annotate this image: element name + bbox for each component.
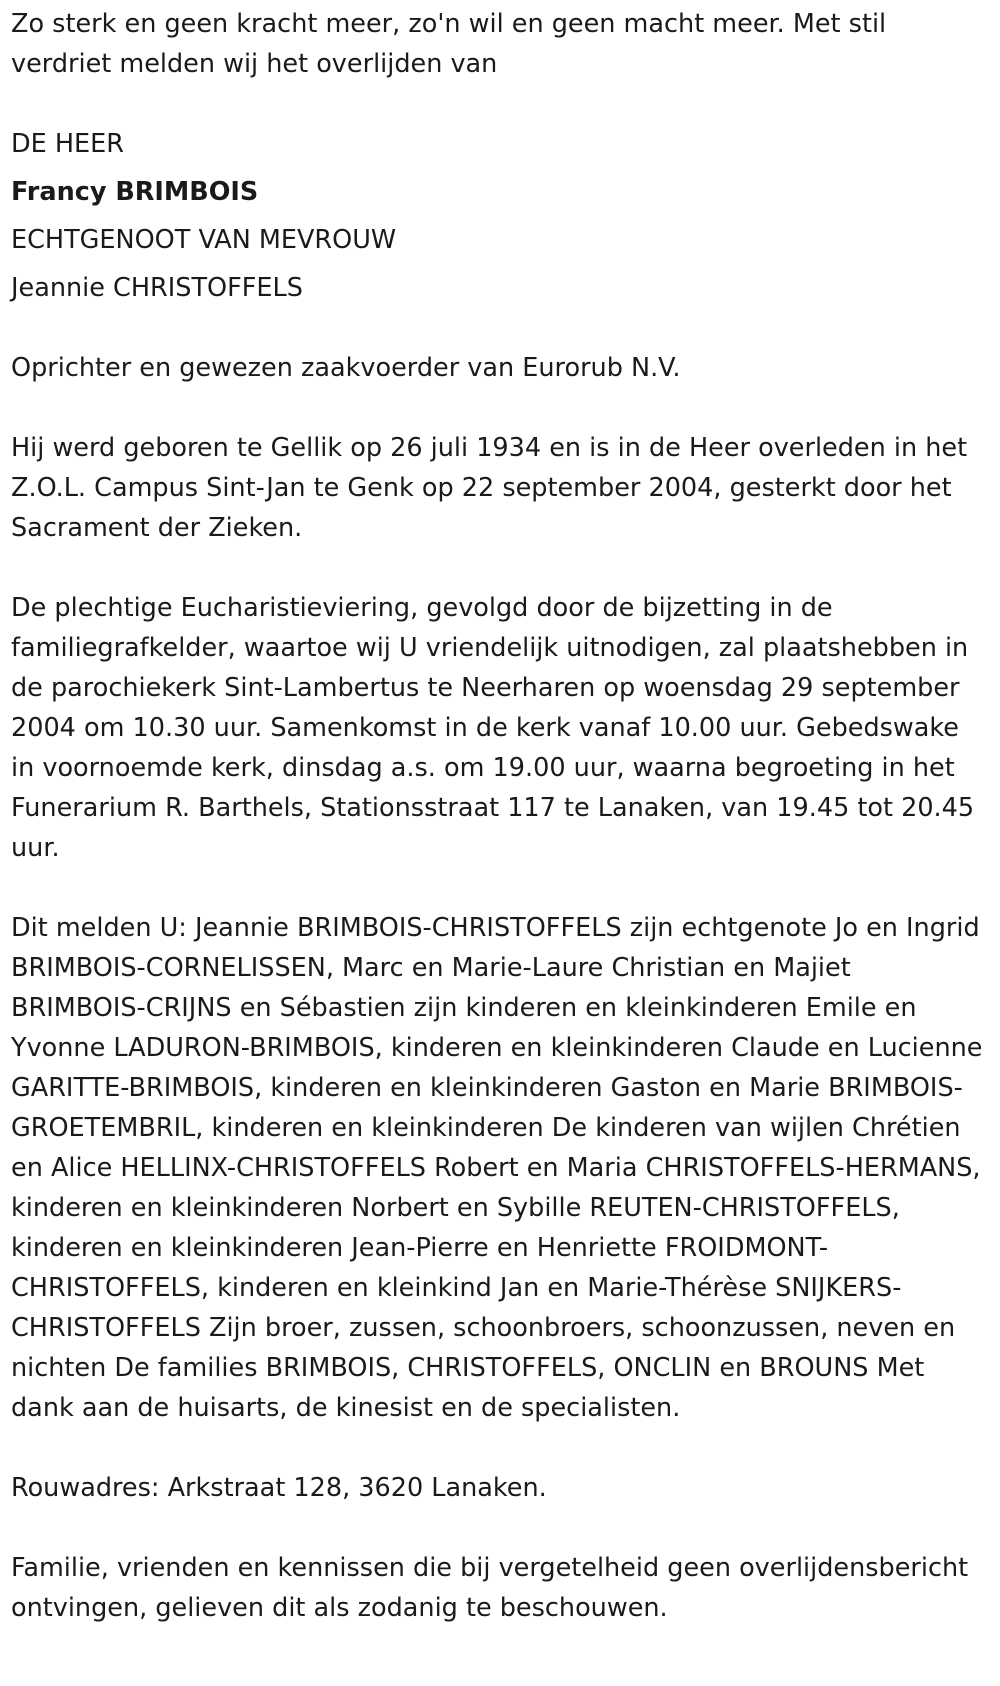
intro-paragraph: Zo sterk en geen kracht meer, zo'n wil en geen macht meer. Met stil verdriet melden wij het overlijden van	[11, 9, 887, 79]
family-paragraph: Dit melden U: Jeannie BRIMBOIS-CHRISTOFFELS zijn echtgenote Jo en Ingrid BRIMBOIS-CORNELISSEN, Marc en Marie-Laure Christian en Majiet BRIMBOIS-CRIJNS en Sébastien zijn kinderen en kleinkinderen Emile en Yvonne LADURON-BRIMBOIS, kinderen en kleinkinderen Claude en Lucienne GARITTE-BRIMBOIS, kinderen en kleinkinderen Gaston en Marie BRIMBOIS-GROETEMBRIL, kinderen en kleinkinderen De kinderen van wijlen Chrétien en Alice HELLINX-CHRISTOFFELS Robert en Maria CHRISTOFFELS-HERMANS, kinderen en kleinkinderen Norbert en Sybille REUTEN-CHRISTOFFELS, kinderen en kleinkinderen Jean-Pierre en Henriette FROIDMONT-CHRISTOFFELS, kinderen en kleinkind Jan en Marie-Thérèse SNIJKERS-CHRISTOFFELS Zijn broer, zussen, schoonbroers, schoonzussen, neven en nichten De families BRIMBOIS, CHRISTOFFELS, ONCLIN en BROUNS Met dank aan de huisarts, de kinesist en de specialisten.	[11, 913, 983, 1423]
title-line: DE HEER	[11, 129, 124, 159]
closing-paragraph: Familie, vrienden en kennissen die bij vergetelheid geen overlijdensbericht ontvingen, gelieven dit als zodanig te beschouwen.	[11, 1553, 969, 1623]
deceased-name: Francy BRIMBOIS	[11, 177, 259, 207]
ceremony-paragraph: De plechtige Eucharistieviering, gevolgd door de bijzetting in de familiegrafkelder, waartoe wij U vriendelijk uitnodigen, zal plaatshebben in de parochiekerk Sint-Lambertus te Neerharen op woensdag 29 september 2004 om 10.30 uur. Samenkomst in de kerk vanaf 10.00 uur. Gebedswake in voornoemde kerk, dinsdag a.s. om 19.00 uur, waarna begroeting in het Funerarium R. Barthels, Stationsstraat 117 te Lanaken, van 19.45 tot 20.45 uur.	[11, 593, 975, 863]
deceased-block	[11, 124, 990, 308]
birth-death-paragraph: Hij werd geboren te Gellik op 26 juli 1934 en is in de Heer overleden in het Z.O.L. Campus Sint-Jan te Genk op 22 september 2004, gesterkt door het Sacrament der Zieken.	[11, 433, 968, 543]
spouse-label: ECHTGENOOT VAN MEVROUW	[11, 225, 397, 255]
spouse-name: Jeannie CHRISTOFFELS	[11, 273, 303, 303]
address-paragraph: Rouwadres: Arkstraat 128, 3620 Lanaken.	[11, 1473, 547, 1503]
occupation-paragraph: Oprichter en gewezen zaakvoerder van Eurorub N.V.	[11, 353, 681, 383]
